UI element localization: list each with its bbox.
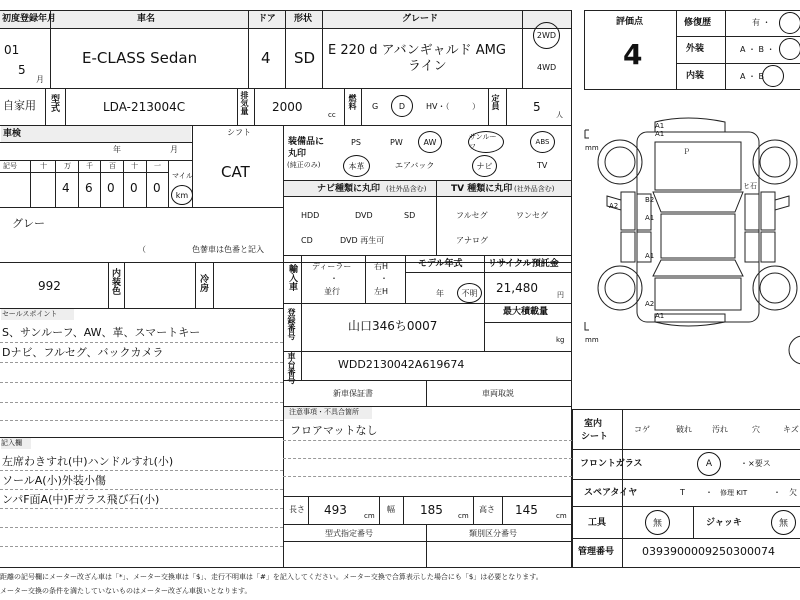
equip-tv: TV: [537, 161, 548, 170]
dmg-label-8: Ｐ: [683, 148, 690, 156]
displacement-value: 2000: [272, 100, 303, 114]
grade-line2: ライン: [408, 59, 447, 74]
shaken-label: 車検: [3, 129, 22, 139]
mile-label: マイル: [172, 172, 193, 180]
shape-value: SD: [294, 49, 316, 67]
equip-pw: PW: [390, 138, 403, 147]
height-unit: cm: [556, 512, 567, 520]
spare-label: スペアタイヤ: [584, 488, 638, 498]
height-value: 145: [515, 503, 538, 517]
equip-navi: ナビ: [476, 161, 493, 171]
manual-label: 車両取説: [482, 389, 514, 398]
max-load-kg: kg: [556, 336, 565, 344]
equip-aw-circle: [418, 131, 442, 153]
spare-dot-2: ・: [773, 488, 781, 497]
shaken-year: 年: [113, 145, 121, 154]
room-label-1: 室内: [584, 419, 603, 429]
interior-label: 内装: [686, 71, 705, 81]
sales-line-2: Dナビ、フルセグ、バックカメラ: [2, 346, 164, 359]
mm-label-1: mm: [585, 144, 599, 152]
grade-line1: E 220 d アバンギャルド AMG: [328, 43, 506, 58]
mileage-digit-5: 0: [130, 181, 138, 195]
equip-label-2: 丸印: [288, 149, 307, 159]
width-label: 幅: [387, 505, 395, 514]
category-label: 類別区分番号: [469, 529, 517, 538]
km-label: km: [175, 190, 189, 200]
import-dot-2: ・: [380, 274, 388, 283]
import-dealer: ディーラー: [312, 262, 352, 271]
equip-airbag: エアバック: [395, 161, 435, 170]
dmg-label-2: A1: [655, 130, 665, 138]
mgmt-value: 0393900009250300074: [642, 545, 775, 558]
drive-4wd: 4WD: [537, 63, 557, 72]
import-parallel: 並行: [324, 287, 340, 296]
inspector-line-3: ンパF面A(中)Fガラス飛び石(小): [2, 493, 160, 506]
equip-aw: AW: [423, 137, 437, 147]
digit-label-6: 一: [154, 162, 161, 170]
spare-kit: 修理 KIT: [720, 489, 748, 497]
caution-line-1: フロアマットなし: [290, 424, 378, 437]
color-note: 色替車は色番と記入: [192, 245, 264, 254]
windshield-a: A: [705, 459, 713, 469]
equip-sunroof: サンルーフ: [469, 133, 497, 151]
dmg-label-9: ヒ石: [743, 182, 757, 190]
recycle-value: 21,480: [496, 281, 538, 295]
interior-color-label: 内装色: [110, 268, 120, 295]
mm-label-2: mm: [585, 336, 599, 344]
car-damage-diagram: [575, 92, 800, 410]
width-value: 185: [420, 503, 443, 517]
cc-unit: cc: [328, 111, 336, 119]
equip-sunroof-circle: [468, 131, 504, 153]
mgmt-label: 管理番号: [578, 547, 615, 557]
exterior-label: 外装: [686, 44, 705, 54]
tools-none-circle: [645, 510, 670, 535]
tv-oneseg: ワンセグ: [516, 211, 548, 220]
import-dot-1: ・: [330, 274, 338, 283]
displacement-label: 排気量: [240, 91, 249, 115]
interior-b-circle: [762, 65, 784, 87]
first-reg-year: 01: [4, 43, 20, 57]
recycle-yen: 円: [557, 291, 564, 299]
windshield-a-circle: [697, 452, 721, 476]
repair-none-circle: [779, 12, 800, 34]
capacity-value: 5: [533, 100, 541, 114]
month-unit: 月: [36, 75, 44, 84]
tools-value: 無: [652, 519, 662, 529]
windshield-label: フロントガラス: [580, 459, 643, 469]
unknown-label: 不明: [461, 288, 478, 298]
capacity-label: 定員: [491, 94, 500, 110]
jack-none-circle: [771, 510, 796, 535]
model-year-unit: 年: [436, 289, 444, 298]
digit-label-4: 百: [109, 162, 116, 170]
inspector-label: 記入欄: [1, 439, 22, 447]
shaken-month: 月: [170, 145, 178, 154]
fuel-hv: HV・（: [426, 102, 450, 111]
tv-analog: アナログ: [456, 236, 488, 245]
sales-point-label: セールスポイント: [2, 310, 58, 318]
footer-line-1: 距離の記号欄にメーター改ざん車は「*」、メーター交換車は「$」、走行不明車は「#」を記入してください。メーター交換で合算表示した場合にも「$」は必要となります。: [0, 573, 543, 581]
import-right-h: 右H: [374, 262, 389, 271]
exterior-value: A ・ B ・: [740, 45, 775, 54]
km-circle: [171, 185, 193, 205]
digit-label-5: 十: [131, 162, 138, 170]
score-label: 評価点: [616, 17, 644, 27]
navi-label: ナビ種類に丸印: [317, 184, 381, 194]
navi-dvd-play: DVD 再生可: [340, 236, 385, 245]
length-value: 493: [324, 503, 347, 517]
dmg-label-5: A1: [645, 214, 655, 222]
tv-label: TV 種類に丸印: [451, 184, 513, 194]
equip-label-1: 装備品に: [288, 137, 325, 147]
color-code: 992: [38, 279, 61, 293]
spare-t: T: [680, 488, 685, 497]
kigo-label: 記号: [3, 162, 17, 170]
caution-label: 注意事項・不具合箇所: [289, 408, 359, 416]
chassis-value: WDD2130042A619674: [338, 358, 465, 371]
warranty-label: 新車保証書: [333, 389, 373, 398]
doors-value: 4: [261, 49, 271, 67]
drive-2wd: 2WD: [536, 31, 557, 40]
mileage-digit-3: 6: [85, 181, 93, 195]
model-label: 型式: [49, 94, 59, 112]
equip-label-3: (純正のみ): [287, 161, 321, 169]
model-year-label: モデル年式: [418, 259, 463, 269]
car-name-label: 車名: [137, 14, 156, 24]
unknown-circle: [457, 283, 482, 303]
model-value: LDA-213004C: [103, 100, 186, 114]
repair-label: 修復歴: [684, 18, 712, 28]
width-unit: cm: [458, 512, 469, 520]
equip-abs: ABS: [535, 138, 550, 146]
shape-label: 形状: [294, 14, 313, 24]
footer-line-2: メーター交換の条件を満たしていないものはメーター改ざん車扱いとなります。: [0, 587, 252, 595]
navi-hdd: HDD: [301, 211, 320, 220]
inspector-line-2: ソールA(小)外装小傷: [2, 474, 106, 487]
tools-label: 工具: [588, 518, 607, 528]
jack-label: ジャッキ: [706, 518, 742, 528]
mileage-digit-2: 4: [62, 181, 70, 195]
room-label-2: シート: [581, 432, 609, 442]
car-name: E-CLASS Sedan: [82, 49, 198, 67]
dmg-label-6: A1: [645, 252, 655, 260]
digit-label-3: 千: [86, 162, 93, 170]
spare-dot-1: ・: [705, 488, 713, 497]
shift-label: シフト: [227, 128, 251, 137]
dmg-label-7: A2: [645, 300, 655, 308]
room-item-burn: コゲ: [634, 425, 650, 434]
import-left-h: 左H: [374, 287, 389, 296]
exterior-grade-circle: [779, 38, 800, 60]
room-item-hole: 穴: [752, 425, 760, 434]
equip-navi-circle: [472, 155, 497, 177]
fuel-d-circle: [391, 95, 413, 117]
color-note-paren: （ ）: [138, 245, 210, 254]
spare-none: 欠: [789, 488, 797, 497]
first-reg-month: 5: [18, 63, 26, 77]
navi-sd: SD: [404, 211, 416, 220]
first-reg-label: 初度登録年月: [2, 14, 57, 24]
dmg-label-10: A1: [655, 312, 665, 320]
fuel-label: 燃料: [348, 94, 357, 110]
chassis-label: 車台番号: [287, 352, 296, 384]
import-label: 輸入車: [287, 264, 297, 291]
mileage-digit-6: 0: [153, 181, 161, 195]
use-value: 自家用: [3, 99, 36, 112]
windshield-replace: ・×要ス: [740, 459, 771, 468]
digit-label-2: 万: [64, 162, 71, 170]
equip-abs-circle: [530, 131, 555, 153]
dmg-label-3: A2: [609, 202, 619, 210]
equip-leather-circle: [343, 155, 370, 177]
digit-label-1: 十: [40, 162, 47, 170]
capacity-unit: 人: [556, 111, 563, 119]
length-unit: cm: [364, 512, 375, 520]
score-value: 4: [623, 38, 643, 71]
inspector-line-1: 左席わきすれ(中)ハンドルすれ(小): [2, 455, 174, 468]
tv-label-note: (社外品含む): [514, 185, 555, 193]
length-label: 長さ: [289, 505, 305, 514]
max-load-label: 最大積載量: [503, 307, 549, 317]
fuel-hv-close: ）: [472, 102, 480, 111]
fuel-g: G: [372, 102, 379, 111]
room-item-scratch: キズ: [783, 425, 799, 434]
repair-value: 有 ・: [752, 18, 771, 27]
equip-ps: PS: [351, 138, 361, 147]
dmg-label-1: A1: [655, 122, 665, 130]
registration-label: 登録番号: [287, 308, 296, 340]
fuel-d: D: [398, 101, 406, 111]
interior-value: A ・ B: [740, 72, 765, 81]
drive-2wd-circle: [533, 22, 560, 49]
navi-label-note: (社外品含む): [386, 185, 427, 193]
tv-fullseg: フルセグ: [456, 211, 488, 220]
room-item-dirt: 汚れ: [712, 425, 728, 434]
registration-value: 山口346ち0007: [348, 319, 438, 333]
type-approval-label: 型式指定番号: [325, 529, 373, 538]
doors-label: ドア: [258, 14, 276, 24]
navi-dvd: DVD: [355, 211, 373, 220]
dmg-label-4: B2: [645, 196, 655, 204]
grade-label: グレード: [402, 14, 439, 24]
color-value: グレー: [12, 217, 45, 230]
height-label: 高さ: [479, 505, 495, 514]
sales-line-1: S、サンルーフ、AW、革、スマートキー: [2, 326, 201, 339]
navi-cd: CD: [301, 236, 313, 245]
mileage-digit-4: 0: [107, 181, 115, 195]
ac-label: 冷房: [198, 274, 208, 292]
equip-leather: 本革: [348, 161, 365, 171]
recycle-label: リサイクル預託金: [488, 259, 559, 269]
jack-value: 無: [778, 519, 788, 529]
room-item-tear: 破れ: [676, 425, 692, 434]
shift-value: CAT: [221, 163, 250, 181]
